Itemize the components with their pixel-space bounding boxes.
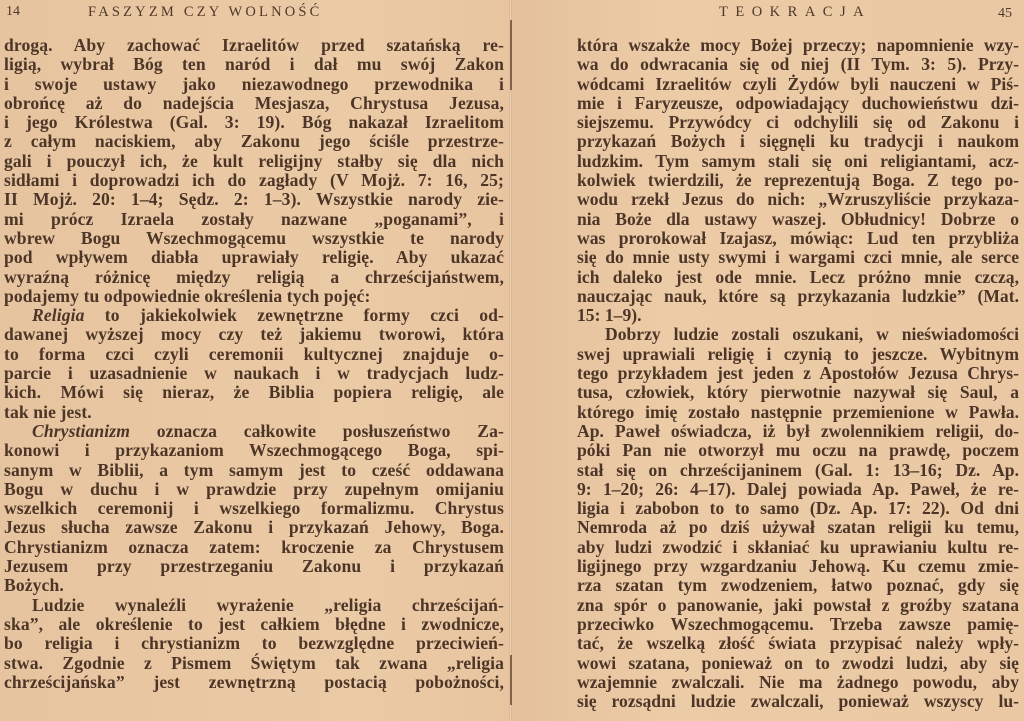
page-number: 45 — [998, 6, 1012, 21]
text-line: nia Boże dla ustawy waszej. Obłudnicy! Dobrze o — [577, 208, 1019, 229]
text-line: Religia to jakiekolwiek zewnętrzne formy czci od- — [32, 305, 504, 326]
text-line: chrześcijańska” jest zewnętrzną postacią pobożności, — [4, 671, 504, 692]
text-line: Jezusem przy przestrzeganiu Zakonu i przykazań — [4, 556, 504, 577]
text-line: się do mnie usty swymi i wargami czci mnie, ale serce — [577, 247, 1019, 268]
text-line: Ap. Paweł oświadcza, iż był zwolennikiem religii, do- — [577, 420, 1019, 441]
text-line: Ludzie wynaleźli wyrażenie „religia chrześcijań- — [32, 594, 504, 615]
text-line: Nemroda aż po dziś używał szatan religii ku temu, — [577, 517, 1019, 538]
text-line: tak nie jest. — [4, 401, 92, 422]
text-line: wzajemnie zwalczali. Nie ma żadnego powodu, aby — [577, 671, 1019, 692]
text-line: sidłami i doprowadzi ich do zagłady (V Mojż. 7: 16, 25; — [4, 170, 504, 191]
page-number: 14 — [6, 4, 20, 19]
text-line: ich daleko jest ode mnie. Lecz próżno mnie czczą, — [577, 266, 1019, 287]
text-line: kich. Mówi się nieraz, że Biblia popiera religię, ale — [4, 382, 504, 403]
text-line: swej uprawiali religię i czynią to jeszcze. Wybitnym — [577, 343, 1019, 364]
text-line: póki Pan nie otworzył mu oczu na prawdę, poczem — [577, 440, 1019, 461]
text-line: sanym w Biblii, a tym samym jest to cześć oddawana — [4, 459, 504, 480]
text-line: wódcami Izraelitów czyli Żydów byli nauczeni w Piś- — [577, 73, 1019, 94]
text-line: przykazań Bożych i sięgnęli ku tradycji i naukom — [577, 131, 1019, 152]
text-line: Dobrzy ludzie zostali oszukani, w nieświadomości — [605, 324, 1019, 345]
text-line: Chrystianizm oznacza całkowite posłuszeństwo Za- — [32, 420, 504, 441]
text-line: was prorokował Izajasz, mówiąc: Lud ten przybliża — [577, 227, 1019, 248]
left-page — [0, 0, 511, 721]
text-line: Bożych. — [4, 575, 64, 596]
text-line: wa do odwracania się od niej (II Tym. 3: 5). Przy- — [577, 54, 1019, 75]
text-line: nauczając nauk, które są przykazania ludzkie” (Mat. — [577, 285, 1019, 306]
text-line: która wszakże mocy Bożej przeczy; napomnienie wzy- — [577, 35, 1019, 55]
text-line: gali i pouczył ich, że kult religijny stałby się dla nich — [4, 150, 504, 171]
text-line: 15: 1–9). — [577, 305, 642, 326]
text-line: Bogu w duchu i w prawdzie przy zupełnym omijaniu — [4, 478, 504, 499]
text-line: rza szatan tym zwodzeniem, łatwo poznać, gdy się — [577, 575, 1019, 596]
text-line: i swoje ustawy jako niezawodnego przewodnika i — [4, 73, 504, 94]
text-line: parcie i uzasadnienie w naukach i w tradycjach ludz- — [4, 363, 504, 384]
italic-term: Chrystianizm — [32, 420, 130, 441]
text-line: wodu rzekł Jezus do nich: „Wzruszyliście przykaza- — [577, 189, 1019, 210]
text-line: wbrew Bogu Wszechmogącemu wszystkie te narody — [4, 227, 504, 248]
text-line: wowi szatana, ponieważ on to zwodzi ludzi, aby się — [577, 652, 1019, 673]
text-line: bo religia i chrystianizm to bezwzględne przeciwień- — [4, 633, 504, 654]
text-line: zna spór o panowanie, jaki powstał z groźby szatana — [577, 594, 1019, 615]
text-line: przeciwko Wszechmogącemu. Trzeba zawsze pamię- — [577, 613, 1019, 634]
text-line: podajemy tu odpowiednie określenia tych pojęć: — [4, 285, 371, 306]
page-body-text — [4, 36, 504, 692]
right-page — [511, 0, 1024, 721]
text-line: ligijnego przy wzgardzaniu Jehową. Ku czemu zmie- — [577, 556, 1019, 577]
text-line: 9: 1–20; 26: 4–17). Dalej powiada Ap. Paweł, że re- — [577, 478, 1019, 499]
italic-term: Religia — [32, 305, 85, 326]
text-line: drogą. Aby zachować Izraelitów przed szatańską re- — [4, 35, 504, 55]
text-line: z całym naciskiem, aby Zakonu jego ściśle przestrze- — [4, 131, 504, 152]
running-head: TEOKRACJA — [719, 4, 872, 20]
text-line: stwa. Zgodnie z Pismem Świętym tak zwana „religia — [4, 652, 504, 673]
text-line: to forma czci czyli ceremonii kultycznej znajduje o- — [4, 343, 504, 364]
text-line: tać, że wszelką złość świata przypisać należy wpły- — [577, 633, 1019, 654]
text-line: tego przykładem jest jeden z Apostołów Jezusa Chrys- — [577, 363, 1019, 384]
text-line: ligia i zabobon to to samo (Dz. Ap. 17: 22). Od dni — [577, 498, 1019, 519]
text-line: wszelkich ceremonij i wszelkiego formalizmu. Chrystus — [4, 498, 504, 519]
text-line: pod wpływem diabła uprawiały religię. Aby ukazać — [4, 247, 504, 268]
text-line: mi prócz Izraela zostały nazwane „poganami”, i — [4, 208, 504, 229]
text-line: mie i Faryzeusze, odpowiadający duchowieństwu dzi- — [577, 92, 1019, 113]
text-line: wyraźną różnicę między religią a chrześcijaństwem, — [4, 266, 504, 287]
text-line: siejszemu. Przywódcy ci odchylili się od Zakonu i — [577, 112, 1019, 133]
text-line: konowi i przykazaniom Wszechmogącego Boga, spi- — [4, 440, 504, 461]
text-line: ligią, wybrał Bóg ten naród i dał mu swój Zakon — [4, 54, 504, 75]
text-line: aby ludzi zwodzić i skłaniać ku uprawianiu kultu re- — [577, 536, 1019, 557]
page-body-text — [577, 36, 1019, 711]
book-gutter — [509, 0, 512, 721]
text-line: Chrystianizm oznacza zatem: kroczenie za Chrystusem — [4, 536, 504, 557]
text-line: kolwiek twierdzili, że reprezentują Boga. Z tego po- — [577, 170, 1019, 191]
text-line: ska”, ale określenie to jest całkiem błędne i zwodnicze, — [4, 613, 504, 634]
text-line: II Mojż. 20: 1–4; Sędz. 2: 1–3). Wszystkie narody zie- — [4, 189, 504, 210]
binding-mark — [510, 655, 512, 705]
binding-mark — [510, 20, 512, 90]
text-line: Jezus słucha zawsze Zakonu i przykazań Jehowy, Boga. — [4, 517, 504, 538]
text-line: stał się on chrześcijaninem (Gal. 1: 13–16; Dz. Ap. — [577, 459, 1019, 480]
text-line: ludzkim. Tym samym stali się oni religiantami, acz- — [577, 150, 1019, 171]
text-line: się rozsądni ludzie zwalczali, ponieważ wszyscy lu- — [577, 691, 1019, 712]
text-line: tusa, człowiek, który pierwotnie nazywał się Saul, a — [577, 382, 1019, 403]
text-line: i jego Królestwa (Gal. 3: 19). Bóg nakazał Izraelitom — [4, 112, 504, 133]
text-line: dawanej wyższej mocy czy też jakiemu tworowi, która — [4, 324, 504, 345]
running-head: FASZYZM CZY WOLNOŚĆ — [88, 4, 323, 20]
text-line: którego imię zostało następnie przemienione w Pawła. — [577, 401, 1019, 422]
text-line: obrońcę aż do nadejścia Mesjasza, Chrystusa Jezusa, — [4, 92, 504, 113]
